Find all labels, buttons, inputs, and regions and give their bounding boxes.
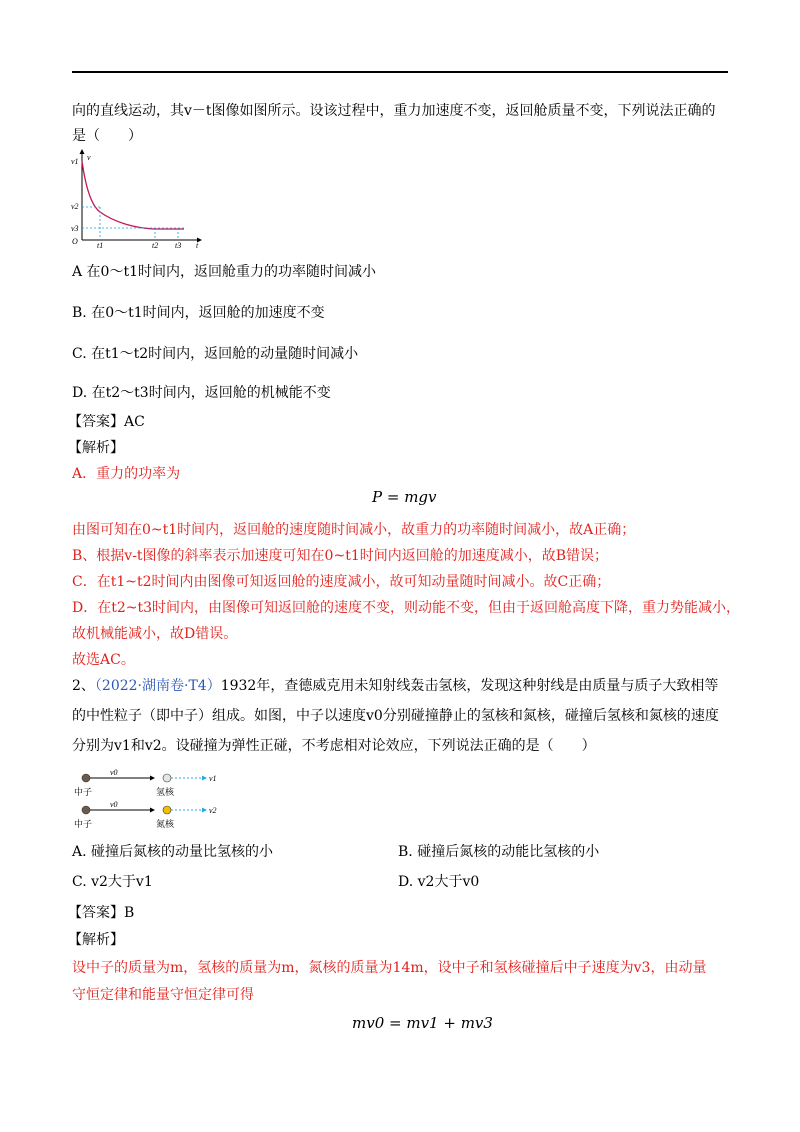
q2-formula: mv0 = mv1 + mv3 — [352, 1014, 493, 1032]
q1-analysis-a-intro: A．重力的功率为 — [72, 466, 181, 482]
collision-diagram — [70, 768, 230, 832]
q1-analysis-label: 【解析】 — [68, 440, 124, 456]
q2-option-a: A. 碰撞后氮核的动量比氢核的小 — [72, 844, 274, 860]
q1-option-c: C. 在t1～t2时间内，返回舱的动量随时间减小 — [72, 346, 359, 362]
q1-option-d: D. 在t2～t3时间内，返回舱的机械能不变 — [72, 385, 331, 401]
row2-nitrogen-label: 氮核 — [156, 820, 175, 830]
row1-v-in: v0 — [110, 768, 118, 777]
header-rule — [72, 71, 728, 73]
q1-intro-line1: 向的直线运动，其v－t图像如图所示。设该过程中，重力加速度不变，返回舱质量不变，下列说法正确的 — [72, 103, 716, 119]
label-v1: v1 — [71, 157, 79, 166]
row2-v-out: v2 — [209, 806, 217, 815]
row2-neutron-label: 中子 — [74, 820, 93, 830]
q1-analysis-line2: B、根据v-t图像的斜率表示加速度可知在0~t1时间内返回舱的加速度减小，故B错误； — [72, 548, 609, 564]
label-t3: t3 — [175, 241, 182, 250]
vt-graph — [70, 148, 205, 248]
label-t: t — [196, 241, 199, 250]
q1-conclusion: 故选AC。 — [72, 652, 135, 668]
q2-analysis-label: 【解析】 — [68, 932, 124, 948]
q1-answer: 【答案】AC — [68, 414, 145, 430]
row1-hydrogen-label: 氢核 — [156, 788, 175, 798]
q2-option-d: D. v2大于v0 — [398, 874, 480, 890]
q2-analysis-line1: 设中子的质量为m，氢核的质量为m，氮核的质量为14m，设中子和氢核碰撞后中子速度为v3，由动量 — [72, 960, 707, 976]
q2-stem-line3: 分别为v1和v2。设碰撞为弹性正碰，不考虑相对论效应，下列说法正确的是（ ） — [72, 738, 596, 754]
q2-analysis-line2: 守恒定律和能量守恒定律可得 — [72, 987, 254, 1003]
label-v2: v2 — [71, 202, 79, 211]
label-v: v — [87, 153, 91, 162]
q2-stem-line2: 的中性粒子（即中子）组成。如图，中子以速度v0分别碰撞静止的氢核和氮核，碰撞后氢核和氮核的速度 — [72, 708, 719, 724]
q1-option-b: B. 在0～t1时间内，返回舱的加速度不变 — [72, 305, 325, 321]
label-t1: t1 — [97, 241, 104, 250]
label-origin: O — [72, 237, 78, 246]
q2-option-b: B. 碰撞后氮核的动能比氢核的小 — [398, 844, 600, 860]
label-t2: t2 — [152, 241, 159, 250]
q2-answer: 【答案】B — [68, 905, 135, 921]
row2-v-in: v0 — [110, 800, 118, 809]
q1-formula: P = mgv — [372, 488, 437, 506]
q2-header — [72, 676, 718, 696]
q1-option-a: A 在0～t1时间内，返回舱重力的功率随时间减小 — [72, 264, 376, 280]
label-v3: v3 — [71, 224, 79, 233]
q1-analysis-line5: 故机械能减小，故D错误。 — [72, 626, 238, 642]
q2-source[interactable]: （2022·湖南卷·T4） — [94, 678, 221, 694]
q2-stem-line1: 1932年，查德威克用未知射线轰击氢核，发现这种射线是由质量与质子大致相等 — [220, 678, 719, 694]
q1-analysis-line1: 由图可知在0~t1时间内，返回舱的速度随时间减小，故重力的功率随时间减小，故A正确； — [72, 522, 636, 538]
q1-intro-line2: 是（ ） — [72, 128, 142, 144]
q1-analysis-line3: C．在t1~t2时间内由图像可知返回舱的速度减小，故可知动量随时间减小。故C正确； — [72, 574, 611, 590]
row1-v-out: v1 — [209, 774, 217, 783]
row1-neutron-label: 中子 — [74, 788, 93, 798]
q2-option-c: C. v2大于v1 — [72, 874, 153, 890]
q1-analysis-line4: D．在t2~t3时间内，由图像可知返回舱的速度不变，则动能不变，但由于返回舱高度下降，重力势能减小， — [72, 600, 741, 616]
q2-number: 2、 — [72, 678, 95, 694]
